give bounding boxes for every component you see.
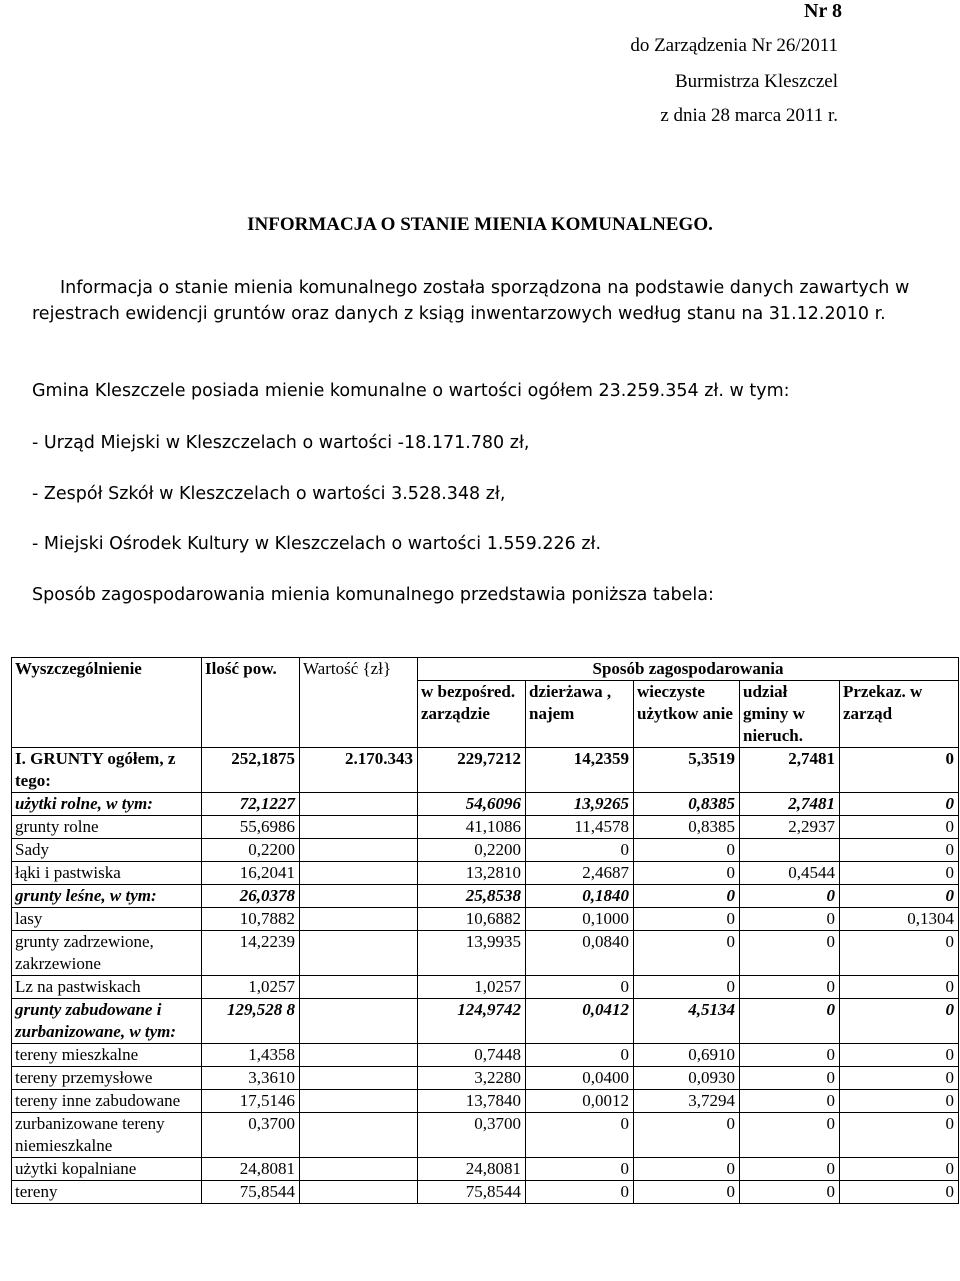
- row-wieczyste-uzytkowanie: 0: [634, 839, 740, 862]
- total-value-paragraph: Gmina Kleszczele posiada mienie komunalne o wartości ogółem 23.259.354 zł. w tym:: [32, 381, 790, 401]
- row-wieczyste-uzytkowanie: 0,6910: [634, 1044, 740, 1067]
- row-ilosc: 17,5146: [202, 1090, 300, 1113]
- row-wartosc: [300, 1067, 418, 1090]
- row-ilosc: 10,7882: [202, 908, 300, 931]
- row-ilosc: 26,0378: [202, 885, 300, 908]
- row-name: tereny inne zabudowane: [12, 1090, 202, 1113]
- attachment-number: Nr 8: [804, 0, 842, 22]
- header-przekaz-w-zarzad: Przekaz. w zarząd: [840, 681, 959, 748]
- row-wartosc: [300, 793, 418, 816]
- row-dzierzawa: 13,9265: [526, 793, 634, 816]
- row-udzial: 0: [740, 1181, 840, 1204]
- row-przekaz: 0: [840, 748, 959, 793]
- row-dzierzawa: 11,4578: [526, 816, 634, 839]
- row-ilosc: 72,1227: [202, 793, 300, 816]
- row-ilosc: 14,2239: [202, 931, 300, 976]
- row-name: grunty zadrzewione, zakrzewione: [12, 931, 202, 976]
- table-row: [12, 1067, 959, 1090]
- row-wieczyste-uzytkowanie: 0: [634, 1113, 740, 1158]
- row-w-bezposrednim-zarzadzie: 41,1086: [418, 816, 526, 839]
- row-dzierzawa: 0: [526, 1113, 634, 1158]
- table-row: [12, 862, 959, 885]
- row-wartosc: [300, 885, 418, 908]
- header-w-bezposrednim-zarzadzie: w bezpośred. zarządzie: [418, 681, 526, 748]
- row-w-bezposrednim-zarzadzie: 1,0257: [418, 976, 526, 999]
- row-wartosc: [300, 931, 418, 976]
- table-row: [12, 931, 959, 976]
- row-w-bezposrednim-zarzadzie: 13,2810: [418, 862, 526, 885]
- table-row: [12, 1044, 959, 1067]
- row-name: tereny: [12, 1181, 202, 1204]
- row-w-bezposrednim-zarzadzie: 3,2280: [418, 1067, 526, 1090]
- row-wieczyste-uzytkowanie: 5,3519: [634, 748, 740, 793]
- row-dzierzawa: 2,4687: [526, 862, 634, 885]
- row-udzial: 0: [740, 1067, 840, 1090]
- row-wieczyste-uzytkowanie: 0,8385: [634, 816, 740, 839]
- row-w-bezposrednim-zarzadzie: 13,9935: [418, 931, 526, 976]
- row-udzial: 0: [740, 885, 840, 908]
- row-w-bezposrednim-zarzadzie: 24,8081: [418, 1158, 526, 1181]
- row-dzierzawa: 0,1840: [526, 885, 634, 908]
- row-udzial: 0: [740, 908, 840, 931]
- row-przekaz: 0,1304: [840, 908, 959, 931]
- row-dzierzawa: 0: [526, 1158, 634, 1181]
- row-w-bezposrednim-zarzadzie: 25,8538: [418, 885, 526, 908]
- row-przekaz: 0: [840, 885, 959, 908]
- row-udzial: 0,4544: [740, 862, 840, 885]
- header-wartosc: Wartość {zł}: [300, 658, 418, 748]
- row-ilosc: 0,2200: [202, 839, 300, 862]
- row-przekaz: 0: [840, 793, 959, 816]
- row-dzierzawa: 0: [526, 1044, 634, 1067]
- row-ilosc: 129,528 8: [202, 999, 300, 1044]
- row-wieczyste-uzytkowanie: 0: [634, 1158, 740, 1181]
- table-intro: Sposób zagospodarowania mienia komunalnego przedstawia poniższa tabela:: [32, 585, 714, 605]
- row-ilosc: 1,0257: [202, 976, 300, 999]
- table-header-row: [12, 658, 959, 681]
- bullet-item: - Urząd Miejski w Kleszczelach o wartości -18.171.780 zł,: [32, 433, 530, 453]
- row-wieczyste-uzytkowanie: 0: [634, 862, 740, 885]
- table-row: [12, 1090, 959, 1113]
- row-w-bezposrednim-zarzadzie: 124,9742: [418, 999, 526, 1044]
- row-wieczyste-uzytkowanie: 0,8385: [634, 793, 740, 816]
- row-dzierzawa: 0,0012: [526, 1090, 634, 1113]
- row-przekaz: 0: [840, 816, 959, 839]
- row-dzierzawa: 0,0840: [526, 931, 634, 976]
- row-wieczyste-uzytkowanie: 0: [634, 885, 740, 908]
- row-przekaz: 0: [840, 1090, 959, 1113]
- row-w-bezposrednim-zarzadzie: 0,2200: [418, 839, 526, 862]
- row-udzial: 0: [740, 931, 840, 976]
- row-wieczyste-uzytkowanie: 0: [634, 931, 740, 976]
- row-name: grunty rolne: [12, 816, 202, 839]
- row-wartosc: [300, 839, 418, 862]
- row-wieczyste-uzytkowanie: 0: [634, 976, 740, 999]
- row-ilosc: 24,8081: [202, 1158, 300, 1181]
- row-udzial: 0: [740, 999, 840, 1044]
- table-row: [12, 1113, 959, 1158]
- table-row: [12, 793, 959, 816]
- row-wieczyste-uzytkowanie: 0: [634, 1181, 740, 1204]
- document-title: INFORMACJA O STANIE MIENIA KOMUNALNEGO.: [247, 214, 713, 235]
- table-row: [12, 908, 959, 931]
- table-row: [12, 816, 959, 839]
- row-ilosc: 1,4358: [202, 1044, 300, 1067]
- row-przekaz: 0: [840, 931, 959, 976]
- row-ilosc: 75,8544: [202, 1181, 300, 1204]
- bullet-item: - Miejski Ośrodek Kultury w Kleszczelach o wartości 1.559.226 zł.: [32, 534, 602, 554]
- row-name: grunty zabudowane i zurbanizowane, w tym:: [12, 999, 202, 1044]
- row-przekaz: 0: [840, 1113, 959, 1158]
- row-dzierzawa: 0: [526, 976, 634, 999]
- row-przekaz: 0: [840, 1181, 959, 1204]
- row-ilosc: 0,3700: [202, 1113, 300, 1158]
- table-row: [12, 748, 959, 793]
- row-dzierzawa: 0: [526, 1181, 634, 1204]
- row-w-bezposrednim-zarzadzie: 229,7212: [418, 748, 526, 793]
- row-w-bezposrednim-zarzadzie: 54,6096: [418, 793, 526, 816]
- row-wartosc: [300, 908, 418, 931]
- row-wartosc: [300, 1181, 418, 1204]
- row-udzial: 0: [740, 976, 840, 999]
- row-udzial: 0: [740, 1158, 840, 1181]
- row-udzial: 0: [740, 1044, 840, 1067]
- row-dzierzawa: 0,1000: [526, 908, 634, 931]
- row-wieczyste-uzytkowanie: 0: [634, 908, 740, 931]
- row-name: użytki kopalniane: [12, 1158, 202, 1181]
- row-dzierzawa: 0,0412: [526, 999, 634, 1044]
- row-wartosc: 2.170.343: [300, 748, 418, 793]
- table-row: [12, 999, 959, 1044]
- row-udzial: 2,7481: [740, 793, 840, 816]
- row-udzial: 2,2937: [740, 816, 840, 839]
- row-wieczyste-uzytkowanie: 3,7294: [634, 1090, 740, 1113]
- row-w-bezposrednim-zarzadzie: 75,8544: [418, 1181, 526, 1204]
- row-wieczyste-uzytkowanie: 4,5134: [634, 999, 740, 1044]
- row-ilosc: 252,1875: [202, 748, 300, 793]
- row-przekaz: 0: [840, 1158, 959, 1181]
- row-w-bezposrednim-zarzadzie: 13,7840: [418, 1090, 526, 1113]
- row-wartosc: [300, 1158, 418, 1181]
- row-udzial: 2,7481: [740, 748, 840, 793]
- table-row: [12, 1181, 959, 1204]
- row-wartosc: [300, 1044, 418, 1067]
- row-name: grunty leśne, w tym:: [12, 885, 202, 908]
- row-name: lasy: [12, 908, 202, 931]
- row-dzierzawa: 0: [526, 839, 634, 862]
- header-ilosc: Ilość pow.: [202, 658, 300, 748]
- row-name: Sady: [12, 839, 202, 862]
- row-name: tereny przemysłowe: [12, 1067, 202, 1090]
- issuer: Burmistrza Kleszczel: [674, 71, 838, 92]
- row-przekaz: 0: [840, 1067, 959, 1090]
- row-ilosc: 3,3610: [202, 1067, 300, 1090]
- row-udzial: [740, 839, 840, 862]
- row-name: I. GRUNTY ogółem, z tego:: [12, 748, 202, 793]
- row-wartosc: [300, 862, 418, 885]
- row-przekaz: 0: [840, 1044, 959, 1067]
- table-row: [12, 839, 959, 862]
- header-sposob: Sposób zagospodarowania: [418, 658, 959, 681]
- row-przekaz: 0: [840, 862, 959, 885]
- row-name: użytki rolne, w tym:: [12, 793, 202, 816]
- row-udzial: 0: [740, 1113, 840, 1158]
- header-wieczyste-uzytkowanie: wieczyste użytkow anie: [634, 681, 740, 748]
- row-udzial: 0: [740, 1090, 840, 1113]
- header-udzial-gminy: udział gminy w nieruch.: [740, 681, 840, 748]
- row-ilosc: 55,6986: [202, 816, 300, 839]
- row-przekaz: 0: [840, 976, 959, 999]
- row-wartosc: [300, 1113, 418, 1158]
- row-ilosc: 16,2041: [202, 862, 300, 885]
- row-wartosc: [300, 1090, 418, 1113]
- row-w-bezposrednim-zarzadzie: 10,6882: [418, 908, 526, 931]
- row-name: tereny mieszkalne: [12, 1044, 202, 1067]
- row-dzierzawa: 14,2359: [526, 748, 634, 793]
- row-name: Lz na pastwiskach: [12, 976, 202, 999]
- property-table: [11, 657, 959, 1204]
- row-wartosc: [300, 976, 418, 999]
- header-dzierzawa-najem: dzierżawa , najem: [526, 681, 634, 748]
- row-wartosc: [300, 999, 418, 1044]
- table-row: [12, 1158, 959, 1181]
- row-w-bezposrednim-zarzadzie: 0,3700: [418, 1113, 526, 1158]
- row-wartosc: [300, 816, 418, 839]
- table-row: [12, 885, 959, 908]
- row-w-bezposrednim-zarzadzie: 0,7448: [418, 1044, 526, 1067]
- ordinance-reference: do Zarządzenia Nr 26/2011: [630, 35, 838, 56]
- row-name: łąki i pastwiska: [12, 862, 202, 885]
- intro-paragraph: Informacja o stanie mienia komunalnego została sporządzona na podstawie danych zawartych w rejestrach ewidencji gruntów oraz danych z ksiąg inwentarzowych według stanu na 31.12.2010 r.: [32, 278, 910, 324]
- table-row: [12, 976, 959, 999]
- row-przekaz: 0: [840, 999, 959, 1044]
- row-przekaz: 0: [840, 839, 959, 862]
- row-name: zurbanizowane tereny niemieszkalne: [12, 1113, 202, 1158]
- row-wieczyste-uzytkowanie: 0,0930: [634, 1067, 740, 1090]
- bullet-item: - Zespół Szkół w Kleszczelach o wartości 3.528.348 zł,: [32, 484, 506, 504]
- row-dzierzawa: 0,0400: [526, 1067, 634, 1090]
- header-wyszczegolnienie: Wyszczególnienie: [12, 658, 202, 748]
- issue-date: z dnia 28 marca 2011 r.: [660, 105, 838, 126]
